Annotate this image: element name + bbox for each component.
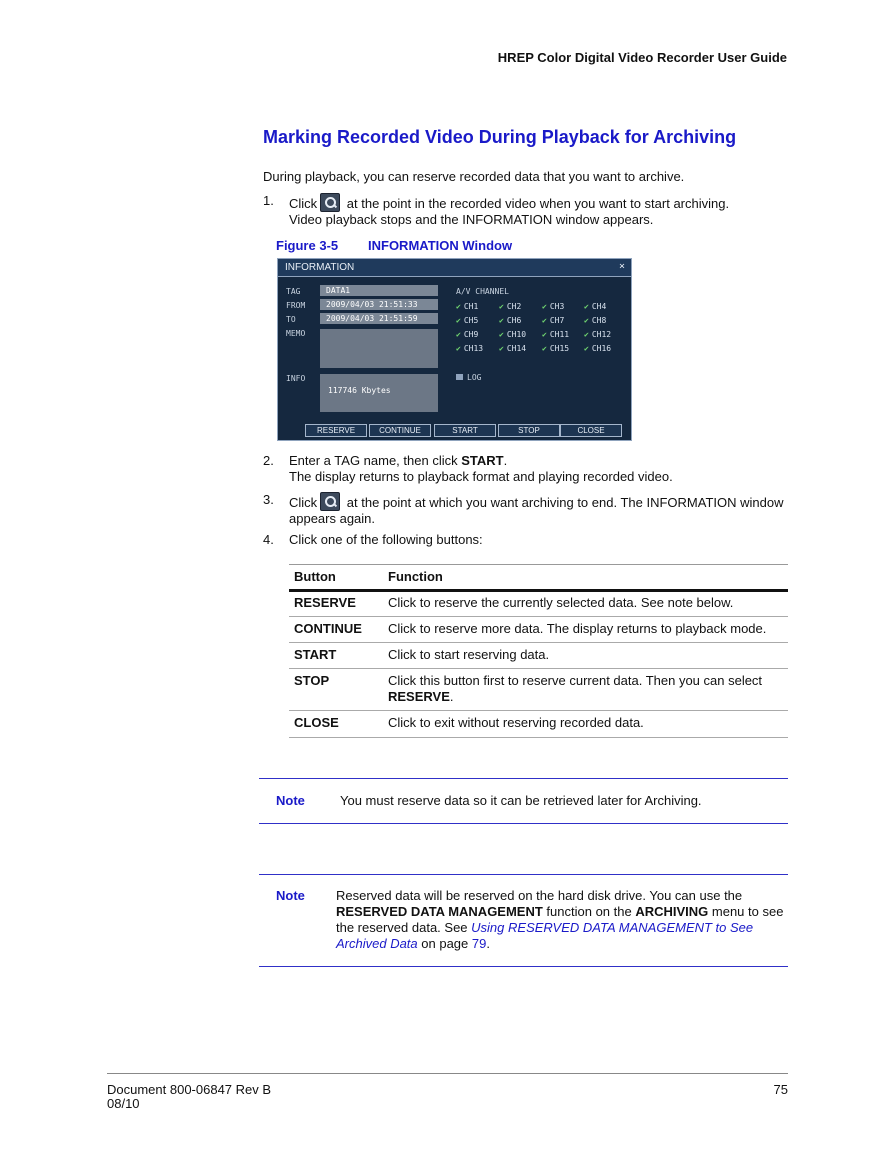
channel-checkbox[interactable] [499,330,526,339]
from-label: FROM [286,301,306,310]
table-cell-function: Click to exit without reserving recorded data. [388,715,644,730]
checkmark-icon: ✔ [456,316,461,325]
checkmark-icon: ✔ [456,302,461,311]
table-cell-function: Click to reserve the currently selected data. See note below. [388,595,734,610]
button-function-table [289,564,788,739]
close-icon[interactable]: × [618,261,625,272]
channel-label: CH14 [506,344,527,353]
close-button[interactable]: CLOSE [560,424,622,437]
figure-number: Figure 3-5 [276,238,339,253]
function-bold: RESERVE [388,689,450,704]
from-field[interactable]: 2009/04/03 21:51:33 [320,299,438,310]
channel-checkbox[interactable] [499,302,521,311]
checkmark-icon: ✔ [499,302,504,311]
step-text: . [503,453,508,468]
channel-label: CH7 [549,316,565,325]
step-3 [289,492,794,527]
log-label: LOG [467,373,482,382]
info-label: INFO [286,374,306,383]
channel-label: CH8 [591,316,607,325]
channel-label: CH10 [506,330,527,339]
checkmark-icon: ✔ [456,344,461,353]
start-button[interactable]: START [434,424,496,437]
checkmark-icon: ✔ [584,302,589,311]
footer-doc-number: Document 800-06847 Rev B [107,1082,272,1097]
note-text-part: menu to see [708,904,784,919]
log-checkbox[interactable] [456,373,481,382]
step-2 [289,453,789,485]
note-rule [259,966,788,967]
channel-label: CH2 [506,302,522,311]
note-rule [259,778,788,779]
note-bold: ARCHIVING [635,904,709,919]
step-text: Enter a TAG name, then click [289,453,462,468]
table-cell-function: Click to start reserving data. [388,647,550,662]
note-text-part: the reserved data. See [336,920,472,935]
step-text: Click [289,196,318,211]
channel-checkbox[interactable] [456,302,478,311]
checkmark-icon: ✔ [499,330,504,339]
channel-label: CH16 [591,344,612,353]
note-rule [259,823,788,824]
step-text: appears again. [289,511,376,526]
note-label: Note [276,888,305,903]
channel-checkbox[interactable] [542,330,569,339]
checkmark-icon: ✔ [542,330,547,339]
step-text: at the point in the recorded video when you want to start archiving. [346,196,730,211]
section-title: Marking Recorded Video During Playback for Archiving [263,127,737,147]
table-header: Button [294,569,336,584]
tag-label: TAG [286,287,301,296]
channel-checkbox[interactable] [542,344,569,353]
note-text-part: . [486,936,490,951]
channel-checkbox[interactable] [456,344,483,353]
channel-checkbox[interactable] [542,302,564,311]
tag-input[interactable]: DATA1 [320,285,438,296]
intro-paragraph: During playback, you can reserve recorded data that you want to archive. [263,169,685,184]
stop-button[interactable]: STOP [498,424,560,437]
figure-caption: INFORMATION Window [368,238,513,253]
step-number: 2. [263,453,274,468]
step-number: 1. [263,193,274,208]
note-text: You must reserve data so it can be retrieved later for Archiving. [340,793,702,808]
channel-checkbox[interactable] [584,316,606,325]
checkmark-icon: ✔ [499,316,504,325]
channel-label: CH5 [463,316,479,325]
step-text: Video playback stops and the INFORMATION window appears. [289,212,654,227]
search-playback-icon [320,492,340,511]
step-1 [289,193,789,228]
memo-label: MEMO [286,329,306,338]
channel-label: CH4 [591,302,607,311]
channel-checkbox[interactable] [456,330,478,339]
info-box [320,374,438,412]
to-field[interactable]: 2009/04/03 21:51:59 [320,313,438,324]
checkmark-icon: ✔ [542,316,547,325]
channel-checkbox[interactable] [499,344,526,353]
note-text-part: on page [417,936,472,951]
footer-date: 08/10 [107,1096,140,1111]
table-cell-button: STOP [294,673,330,688]
channel-label: CH15 [549,344,570,353]
channel-label: CH1 [463,302,479,311]
checkmark-icon: ✔ [542,344,547,353]
search-playback-icon [320,193,340,212]
cross-reference-link[interactable]: Archived Data [336,936,418,951]
step-bold: START [461,453,504,468]
window-title: INFORMATION [285,262,355,273]
av-channel-label: A/V CHANNEL [456,287,509,296]
step-4: Click one of the following buttons: [289,532,483,547]
checkmark-icon: ✔ [499,344,504,353]
table-cell-button: CLOSE [294,715,339,730]
function-text: . [449,689,454,704]
table-cell-button: START [294,647,337,662]
checkmark-icon: ✔ [584,316,589,325]
table-header: Function [388,569,443,584]
memo-textarea[interactable] [320,329,438,368]
information-window [277,258,632,441]
channel-checkbox[interactable] [584,302,606,311]
continue-button[interactable]: CONTINUE [369,424,431,437]
checkmark-icon: ✔ [584,330,589,339]
table-cell-function: Click to reserve more data. The display returns to playback mode. [388,621,767,636]
channel-checkbox[interactable] [499,316,521,325]
step-text: The display returns to playback format and playing recorded video. [289,469,673,484]
footer-rule [107,1073,788,1074]
info-value: 117746 Kbytes [328,386,391,395]
window-titlebar [278,259,631,277]
channel-checkbox[interactable] [456,316,478,325]
note-bold: RESERVED DATA MANAGEMENT [336,904,543,919]
page-link[interactable]: 79 [471,936,487,951]
checkmark-icon: ✔ [456,330,461,339]
channel-label: CH3 [549,302,565,311]
checkmark-icon: ✔ [542,302,547,311]
reserve-button[interactable]: RESERVE [305,424,367,437]
step-text: Click [289,495,318,510]
channel-label: CH12 [591,330,612,339]
channel-label: CH13 [463,344,484,353]
step-text: at the point at which you want archiving to end. The INFORMATION window [346,495,784,510]
channel-checkbox[interactable] [584,330,611,339]
table-cell-function [388,673,783,705]
channel-checkbox[interactable] [542,316,564,325]
table-cell-button: RESERVE [294,595,356,610]
table-cell-button: CONTINUE [294,621,362,636]
step-number: 4. [263,532,274,547]
channel-checkbox[interactable] [584,344,611,353]
checkbox-icon [456,374,463,380]
channel-label: CH11 [549,330,570,339]
channel-label: CH9 [463,330,479,339]
checkmark-icon: ✔ [584,344,589,353]
step-number: 3. [263,492,274,507]
note-label: Note [276,793,305,808]
page-number: 75 [773,1082,788,1097]
note-rule [259,874,788,875]
function-text: Click this button first to reserve current data. Then you can select [388,673,763,688]
note-text [336,888,788,952]
cross-reference-link[interactable]: Using RESERVED DATA MANAGEMENT to See [471,920,754,935]
note-text-part: Reserved data will be reserved on the hard disk drive. You can use the [336,888,743,903]
channel-label: CH6 [506,316,522,325]
running-header: HREP Color Digital Video Recorder User Guide [497,50,787,65]
to-label: TO [286,315,296,324]
note-text-part: function on the [542,904,636,919]
